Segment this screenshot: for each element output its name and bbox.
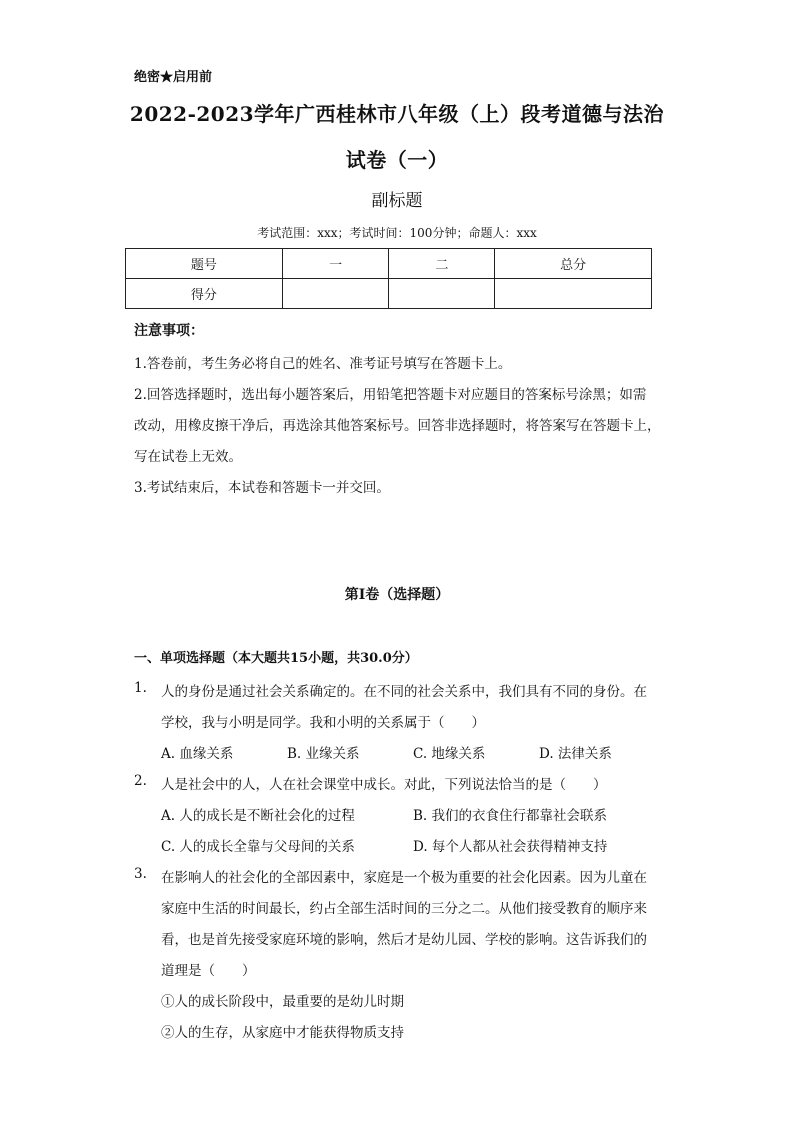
- notice-item: 改动，用橡皮擦干净后，再选涂其他答案标号。回答非选择题时，将答案写在答题卡上，: [134, 418, 661, 434]
- notice-item: 2.回答选择题时，选出每小题答案后，用铅笔把答题卡对应题目的答案标号涂黑；如需: [134, 387, 647, 403]
- score-input-cell[interactable]: [389, 279, 495, 309]
- score-table-row: [126, 279, 652, 309]
- option-b: B. 业缘关系: [287, 746, 360, 762]
- question-text: 在影响人的社会化的全部因素中，家庭是一个极为重要的社会化因素。因为儿童在: [161, 870, 647, 886]
- option-d: D. 法律关系: [539, 746, 612, 762]
- score-input-cell[interactable]: [282, 279, 389, 309]
- notice-item: 3.考试结束后，本试卷和答题卡一并交回。: [134, 480, 390, 496]
- question-type-heading: 一、单项选择题（本大题共15小题，共30.0分）: [134, 651, 418, 666]
- notice-item: 写在试卷上无效。: [134, 449, 242, 465]
- subtitle: 副标题: [371, 191, 423, 211]
- question-text: 家庭中生活的时间最长，约占全部生活时间的三分之二。从他们接受教育的顺序来: [161, 901, 647, 917]
- option-c: C. 地缘关系: [413, 746, 486, 762]
- notice-heading: 注意事项：: [134, 323, 204, 339]
- question-text: 道理是（ ）: [161, 963, 256, 979]
- exam-title-line1: 2022-2023学年广西桂林市八年级（上）段考道德与法治: [129, 102, 665, 126]
- exam-title-line2: 试卷（一）: [345, 148, 449, 172]
- score-table-cell: 一: [282, 249, 389, 279]
- notice-item: 1.答卷前，考生务必将自己的姓名、准考证号填写在答题卡上。: [134, 356, 512, 372]
- score-table: [125, 248, 652, 309]
- question-number: 2.: [134, 773, 147, 789]
- score-table-cell: 题号: [126, 249, 283, 279]
- exam-info: 考试范围：xxx；考试时间：100分钟；命题人：xxx: [257, 226, 537, 240]
- option-a: A. 血缘关系: [161, 746, 234, 762]
- question-statement: ①人的成长阶段中，最重要的是幼儿时期: [161, 994, 404, 1010]
- question-number: 3.: [134, 866, 147, 882]
- option-d: D. 每个人都从社会获得精神支持: [413, 839, 608, 855]
- question-text: 人是社会中的人，人在社会课堂中成长。对此，下列说法恰当的是（ ）: [161, 777, 607, 793]
- score-input-cell[interactable]: [495, 279, 652, 309]
- option-a: A. 人的成长是不断社会化的过程: [161, 808, 355, 824]
- question-text: 看，也是首先接受家庭环境的影响，然后才是幼儿园、学校的影响。这告诉我们的: [161, 932, 647, 948]
- section-heading: 第I卷（选择题）: [344, 587, 450, 603]
- question-number: 1.: [134, 680, 147, 696]
- question-text: 学校，我与小明是同学。我和小明的关系属于（ ）: [161, 715, 485, 731]
- score-table-header-row: [126, 249, 652, 279]
- option-b: B. 我们的衣食住行都靠社会联系: [413, 808, 608, 824]
- score-table-cell: 二: [389, 249, 495, 279]
- score-table-cell: 总分: [495, 249, 652, 279]
- score-table-cell: 得分: [126, 279, 283, 309]
- question-statement: ②人的生存，从家庭中才能获得物质支持: [161, 1025, 404, 1041]
- question-text: 人的身份是通过社会关系确定的。在不同的社会关系中，我们具有不同的身份。在: [161, 684, 647, 700]
- confidential-label: 绝密★启用前: [134, 70, 213, 85]
- option-c: C. 人的成长全靠与父母间的关系: [161, 839, 355, 855]
